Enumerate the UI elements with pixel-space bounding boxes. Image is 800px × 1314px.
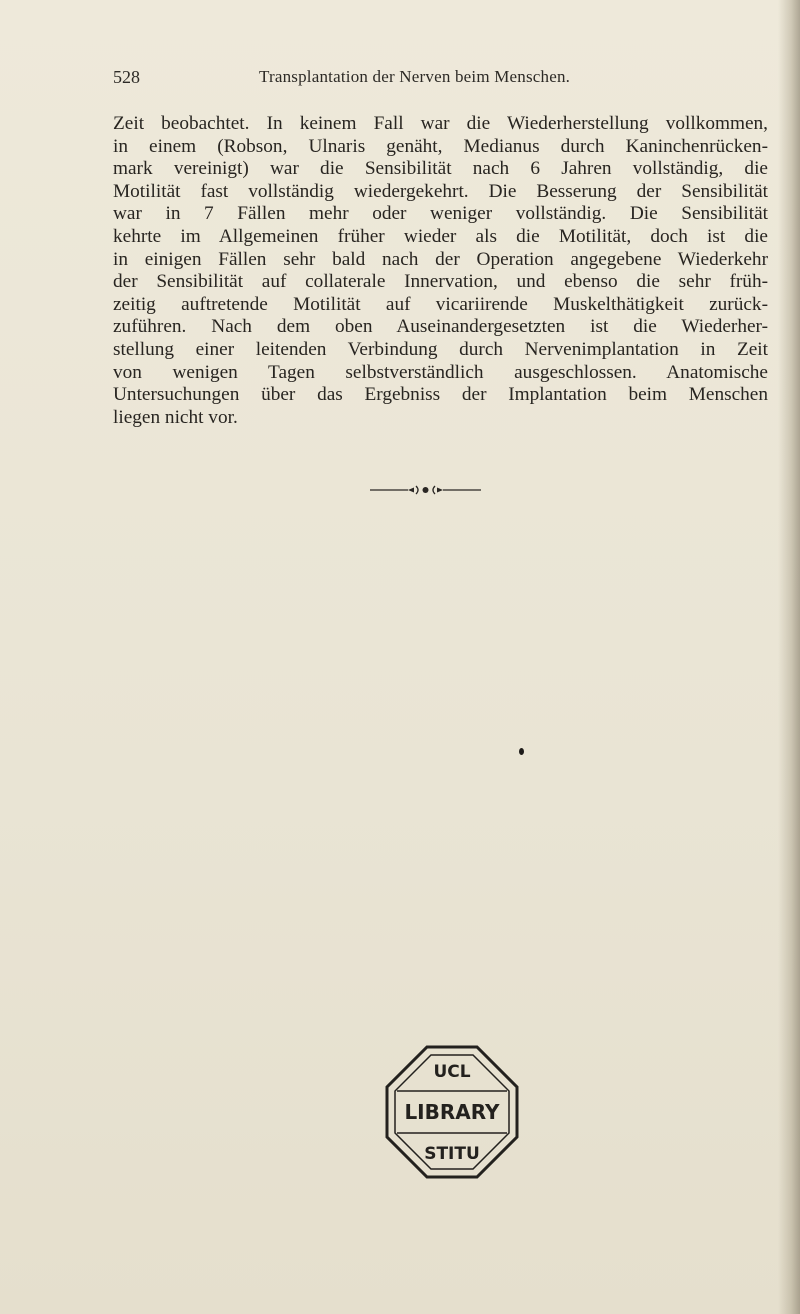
- text-line: Zeit beobachtet. In keinem Fall war die Wiederherstellung vollkommen,: [113, 113, 768, 134]
- text-line: in einigen Fällen sehr bald nach der Operation angegebene Wiederkehr: [113, 248, 768, 270]
- stamp-center-text: LIBRARY: [404, 1100, 500, 1124]
- text-line: Motilität fast vollständig wiedergekehrt. Die Besserung der Sensibilität: [113, 180, 768, 202]
- running-head: [113, 66, 753, 88]
- section-end-ornament: [368, 482, 483, 498]
- text-line: war in 7 Fällen mehr oder weniger vollständig. Die Sensibilität: [113, 203, 768, 225]
- text-line: in einem (Robson, Ulnaris genäht, Medianus durch Kaninchenrücken-: [113, 135, 768, 157]
- library-stamp: [383, 1043, 521, 1181]
- text-line: mark vereinigt) war die Sensibilität nach 6 Jahren vollständig, die: [113, 158, 768, 180]
- body-paragraph: [113, 113, 768, 429]
- page-edge-shadow: [778, 0, 800, 1314]
- text-line-last: liegen nicht vor.: [113, 406, 238, 428]
- text-line: stellung einer leitenden Verbindung durch Nervenimplantation in Zeit: [113, 338, 768, 360]
- page-number: 528: [113, 67, 140, 87]
- text-line: von wenigen Tagen selbstverständlich ausgeschlossen. Anatomische: [113, 361, 768, 383]
- ink-speck: [519, 748, 524, 755]
- text-line: der Sensibilität auf collaterale Innervation, und ebenso die sehr früh-: [113, 271, 768, 293]
- stamp-top-text: UCL: [433, 1062, 471, 1082]
- text-line: Untersuchungen über das Ergebniss der Implantation beim Menschen: [113, 384, 768, 406]
- running-head-title: Transplantation der Nerven beim Menschen.: [259, 67, 571, 86]
- text-line: zuführen. Nach dem oben Auseinandergesetzten ist die Wiederher-: [113, 316, 768, 338]
- text-line: kehrte im Allgemeinen früher wieder als die Motilität, doch ist die: [113, 225, 768, 247]
- text-line: zeitig auftretende Motilität auf vicariirende Muskelthätigkeit zurück-: [113, 293, 768, 315]
- stamp-bottom-text: STITU: [424, 1144, 480, 1164]
